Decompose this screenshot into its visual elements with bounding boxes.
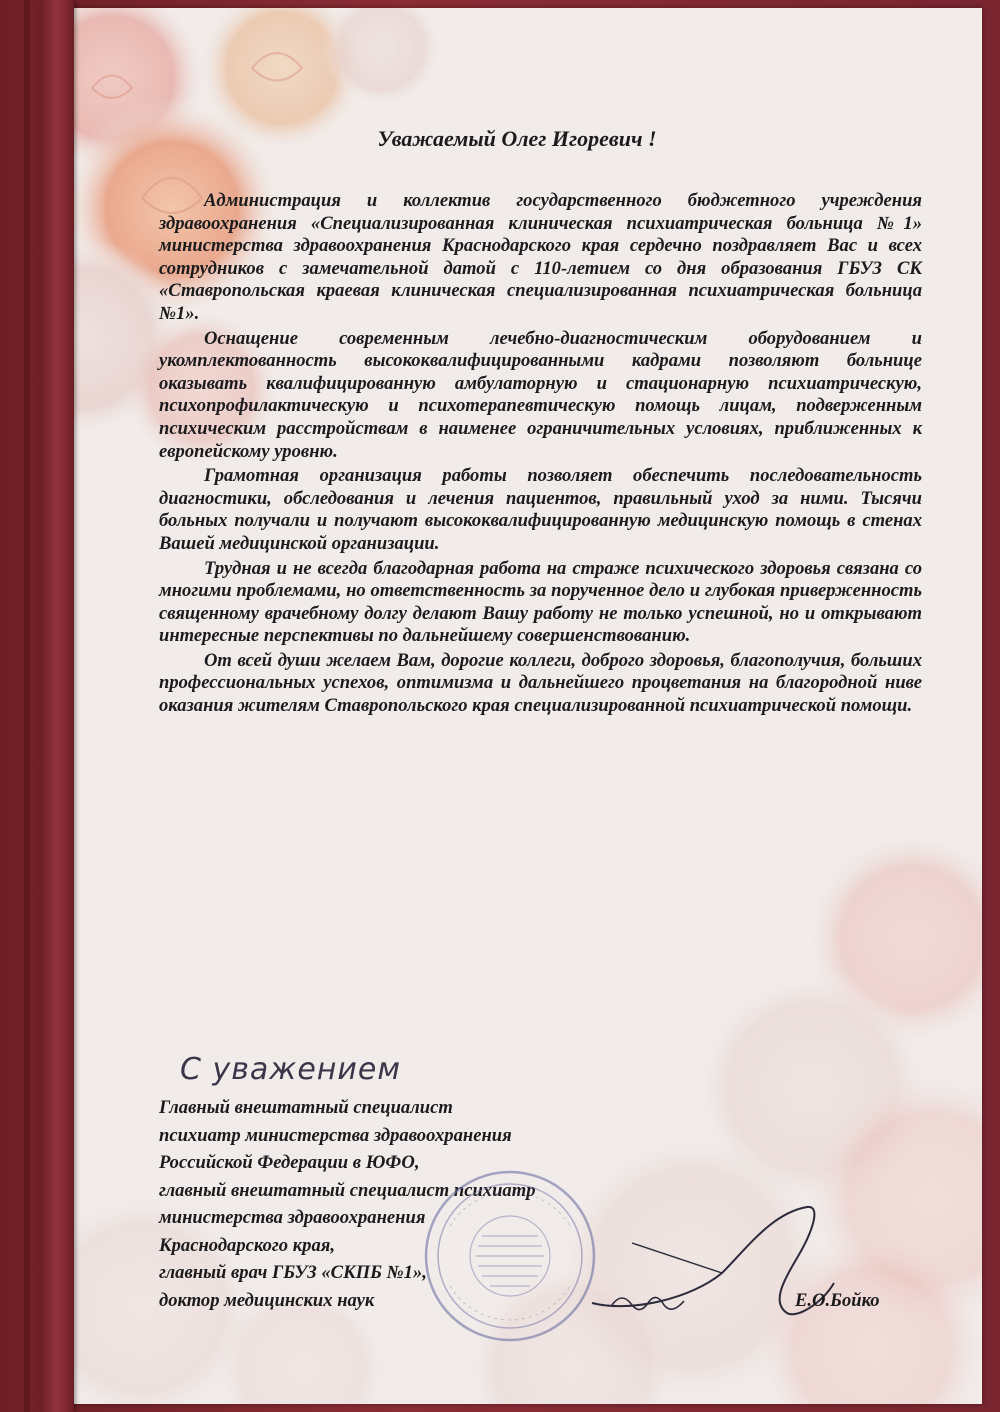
letter-heading: Уважаемый Олег Игоревич ! [377, 126, 657, 151]
letter-paragraph: Трудная и не всегда благодарная работа на страже психического здоровья связана со многими проблемами, но ответственность за порученное дело и глубокая приверженность священному врачебному долгу делают Вашу работу не только успешной, но и открывают интересные перспективы по дальнейшему совершенствованию. [159, 557, 922, 647]
signer-line: доктор медицинских наук [159, 1289, 375, 1311]
letter-paragraph: Оснащение современным лечебно-диагностическим оборудованием и укомплектованность высококвалифицированными кадрами позволяют больнице оказывать квалифицированную амбулаторную и стационарную психиатрическую, психопрофилактическую и психотерапевтическую помощь лицам, подверженным психическим расстройствам в наименее ограничительных условиях, приближенных к европейскому уровню. [159, 327, 922, 462]
signer-line: Российской Федерации в ЮФО, [159, 1152, 420, 1173]
folder-spine [24, 0, 30, 1412]
letter-page [52, 8, 982, 1404]
letter-content [52, 8, 982, 1404]
signer-line: психиатр министерства здравоохранения [159, 1124, 512, 1146]
signer-name: Е.О.Бойко [795, 1290, 880, 1311]
signer-line: главный внештатный специалист психиатр [159, 1179, 536, 1201]
signer-line: министерства здравоохранения [159, 1207, 426, 1228]
signer-line: Главный внештатный специалист [159, 1097, 453, 1118]
binding-ribbon [40, 0, 74, 1412]
letter-paragraph: Грамотная организация работы позволяет обеспечить последовательность диагностики, обследования и лечения пациентов, правильный уход за ними. Тысячи больных получали и получают высококвалифицированную медицинскую помощь в стенах Вашей медицинской организации. [159, 465, 922, 554]
signer-line: главный врач ГБУЗ «СКПБ №1», [159, 1262, 427, 1283]
signer-line: Краснодарского края, [159, 1234, 335, 1256]
letter-paragraph: От всей души желаем Вам, дорогие коллеги, доброго здоровья, благополучия, больших профессиональных успехов, оптимизма и дальнейшего процветания на благородной ниве оказания жителям Ставропольского края специализированной психиатрической помощи. [159, 649, 922, 717]
letter-body [159, 190, 922, 718]
letter-paragraph: Администрация и коллектив государственного бюджетного учреждения здравоохранения «Специализированная клиническая психиатрическая больница №1» министерства здравоохранения Краснодарского края сердечно поздравляет Вас и всех сотрудников с замечательной датой с 110-летием со дня образования ГБУЗ СК «Ставропольская краевая клиническая специализированная психиатрическая больница №1». [159, 190, 922, 324]
handwritten-signature [572, 1193, 842, 1333]
handwritten-closing: С уважением [180, 1052, 401, 1087]
